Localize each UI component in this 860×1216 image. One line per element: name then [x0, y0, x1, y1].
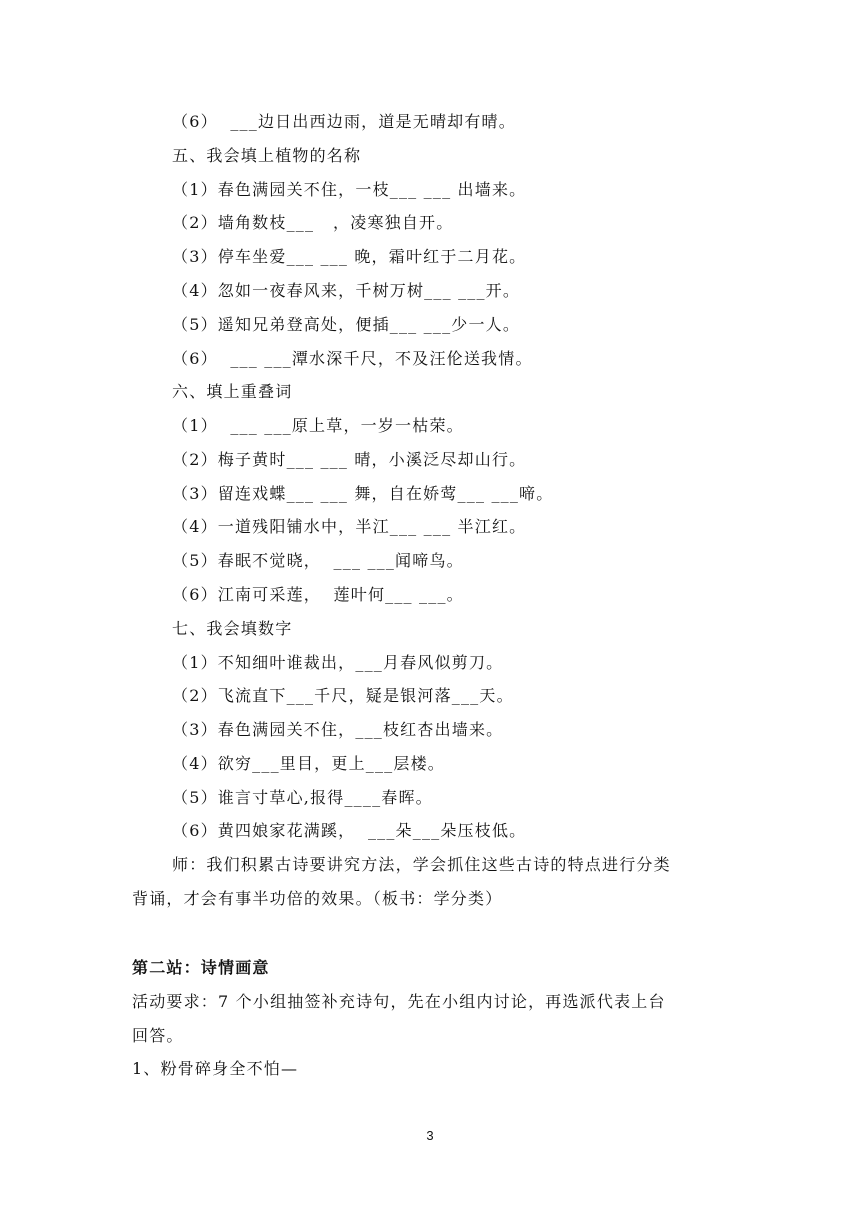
- activity-requirement-line-1: 活动要求：7 个小组抽签补充诗句，先在小组内讨论，再选派代表上台: [132, 992, 666, 1011]
- item-6-1: （1） ___ ___原上草，一岁一枯荣。: [172, 416, 464, 435]
- item-6-3: （3）留连戏蝶___ ___ 舞，自在娇莺___ ___啼。: [172, 484, 554, 503]
- item-5-5: （5）遥知兄弟登高处，便插___ ___少一人。: [172, 315, 521, 334]
- item-7-4: （4）欲穷___里目，更上___层楼。: [172, 754, 445, 773]
- item-5-3: （3）停车坐爱___ ___ 晚，霜叶红于二月花。: [172, 247, 527, 266]
- item-6-4: （4）一道残阳铺水中，半江___ ___ 半江红。: [172, 517, 527, 536]
- item-6-2: （2）梅子黄时___ ___ 晴，小溪泛尽却山行。: [172, 450, 527, 469]
- activity-requirement-line-2: 回答。: [132, 1026, 184, 1045]
- section-6-heading: 六、填上重叠词: [172, 382, 293, 401]
- item-7-5: （5）谁言寸草心,报得____春晖。: [172, 788, 433, 807]
- section-5-heading: 五、我会填上植物的名称: [172, 146, 362, 165]
- item-7-6: （6）黄四娘家花满蹊， ___朵___朵压枝低。: [172, 821, 527, 840]
- page-number: 3: [426, 1128, 434, 1143]
- item-5-1: （1）春色满园关不住，一枝___ ___ 出墙来。: [172, 180, 527, 199]
- item-7-3: （3）春色满园关不住，___枝红杏出墙来。: [172, 720, 504, 739]
- teacher-note-line-2: 背诵，才会有事半功倍的效果。（板书：学分类）: [132, 889, 503, 908]
- teacher-note-line-1: 师：我们积累古诗要讲究方法，学会抓住这些古诗的特点进行分类: [172, 855, 671, 874]
- item-7-2: （2）飞流直下___千尺，疑是银河落___天。: [172, 686, 514, 705]
- item-5-2: （2）墙角数枝___ ，凌寒独自开。: [172, 213, 454, 232]
- question-1: 1、粉骨碎身全不怕—: [132, 1059, 299, 1078]
- item-6-6: （6）江南可采莲， 莲叶何___ ___。: [172, 585, 464, 604]
- section-7-heading: 七、我会填数字: [172, 619, 293, 638]
- station-2-heading: 第二站：诗情画意: [132, 958, 270, 977]
- item-4-6: （6） ___边日出西边雨，道是无晴却有晴。: [172, 112, 516, 131]
- item-5-4: （4）忽如一夜春风来，千树万树___ ___开。: [172, 281, 521, 300]
- item-5-6: （6） ___ ___潭水深千尺，不及汪伦送我情。: [172, 349, 533, 368]
- item-6-5: （5）春眠不觉晓， ___ ___闻啼鸟。: [172, 551, 464, 570]
- item-7-1: （1）不知细叶谁裁出，___月春风似剪刀。: [172, 653, 504, 672]
